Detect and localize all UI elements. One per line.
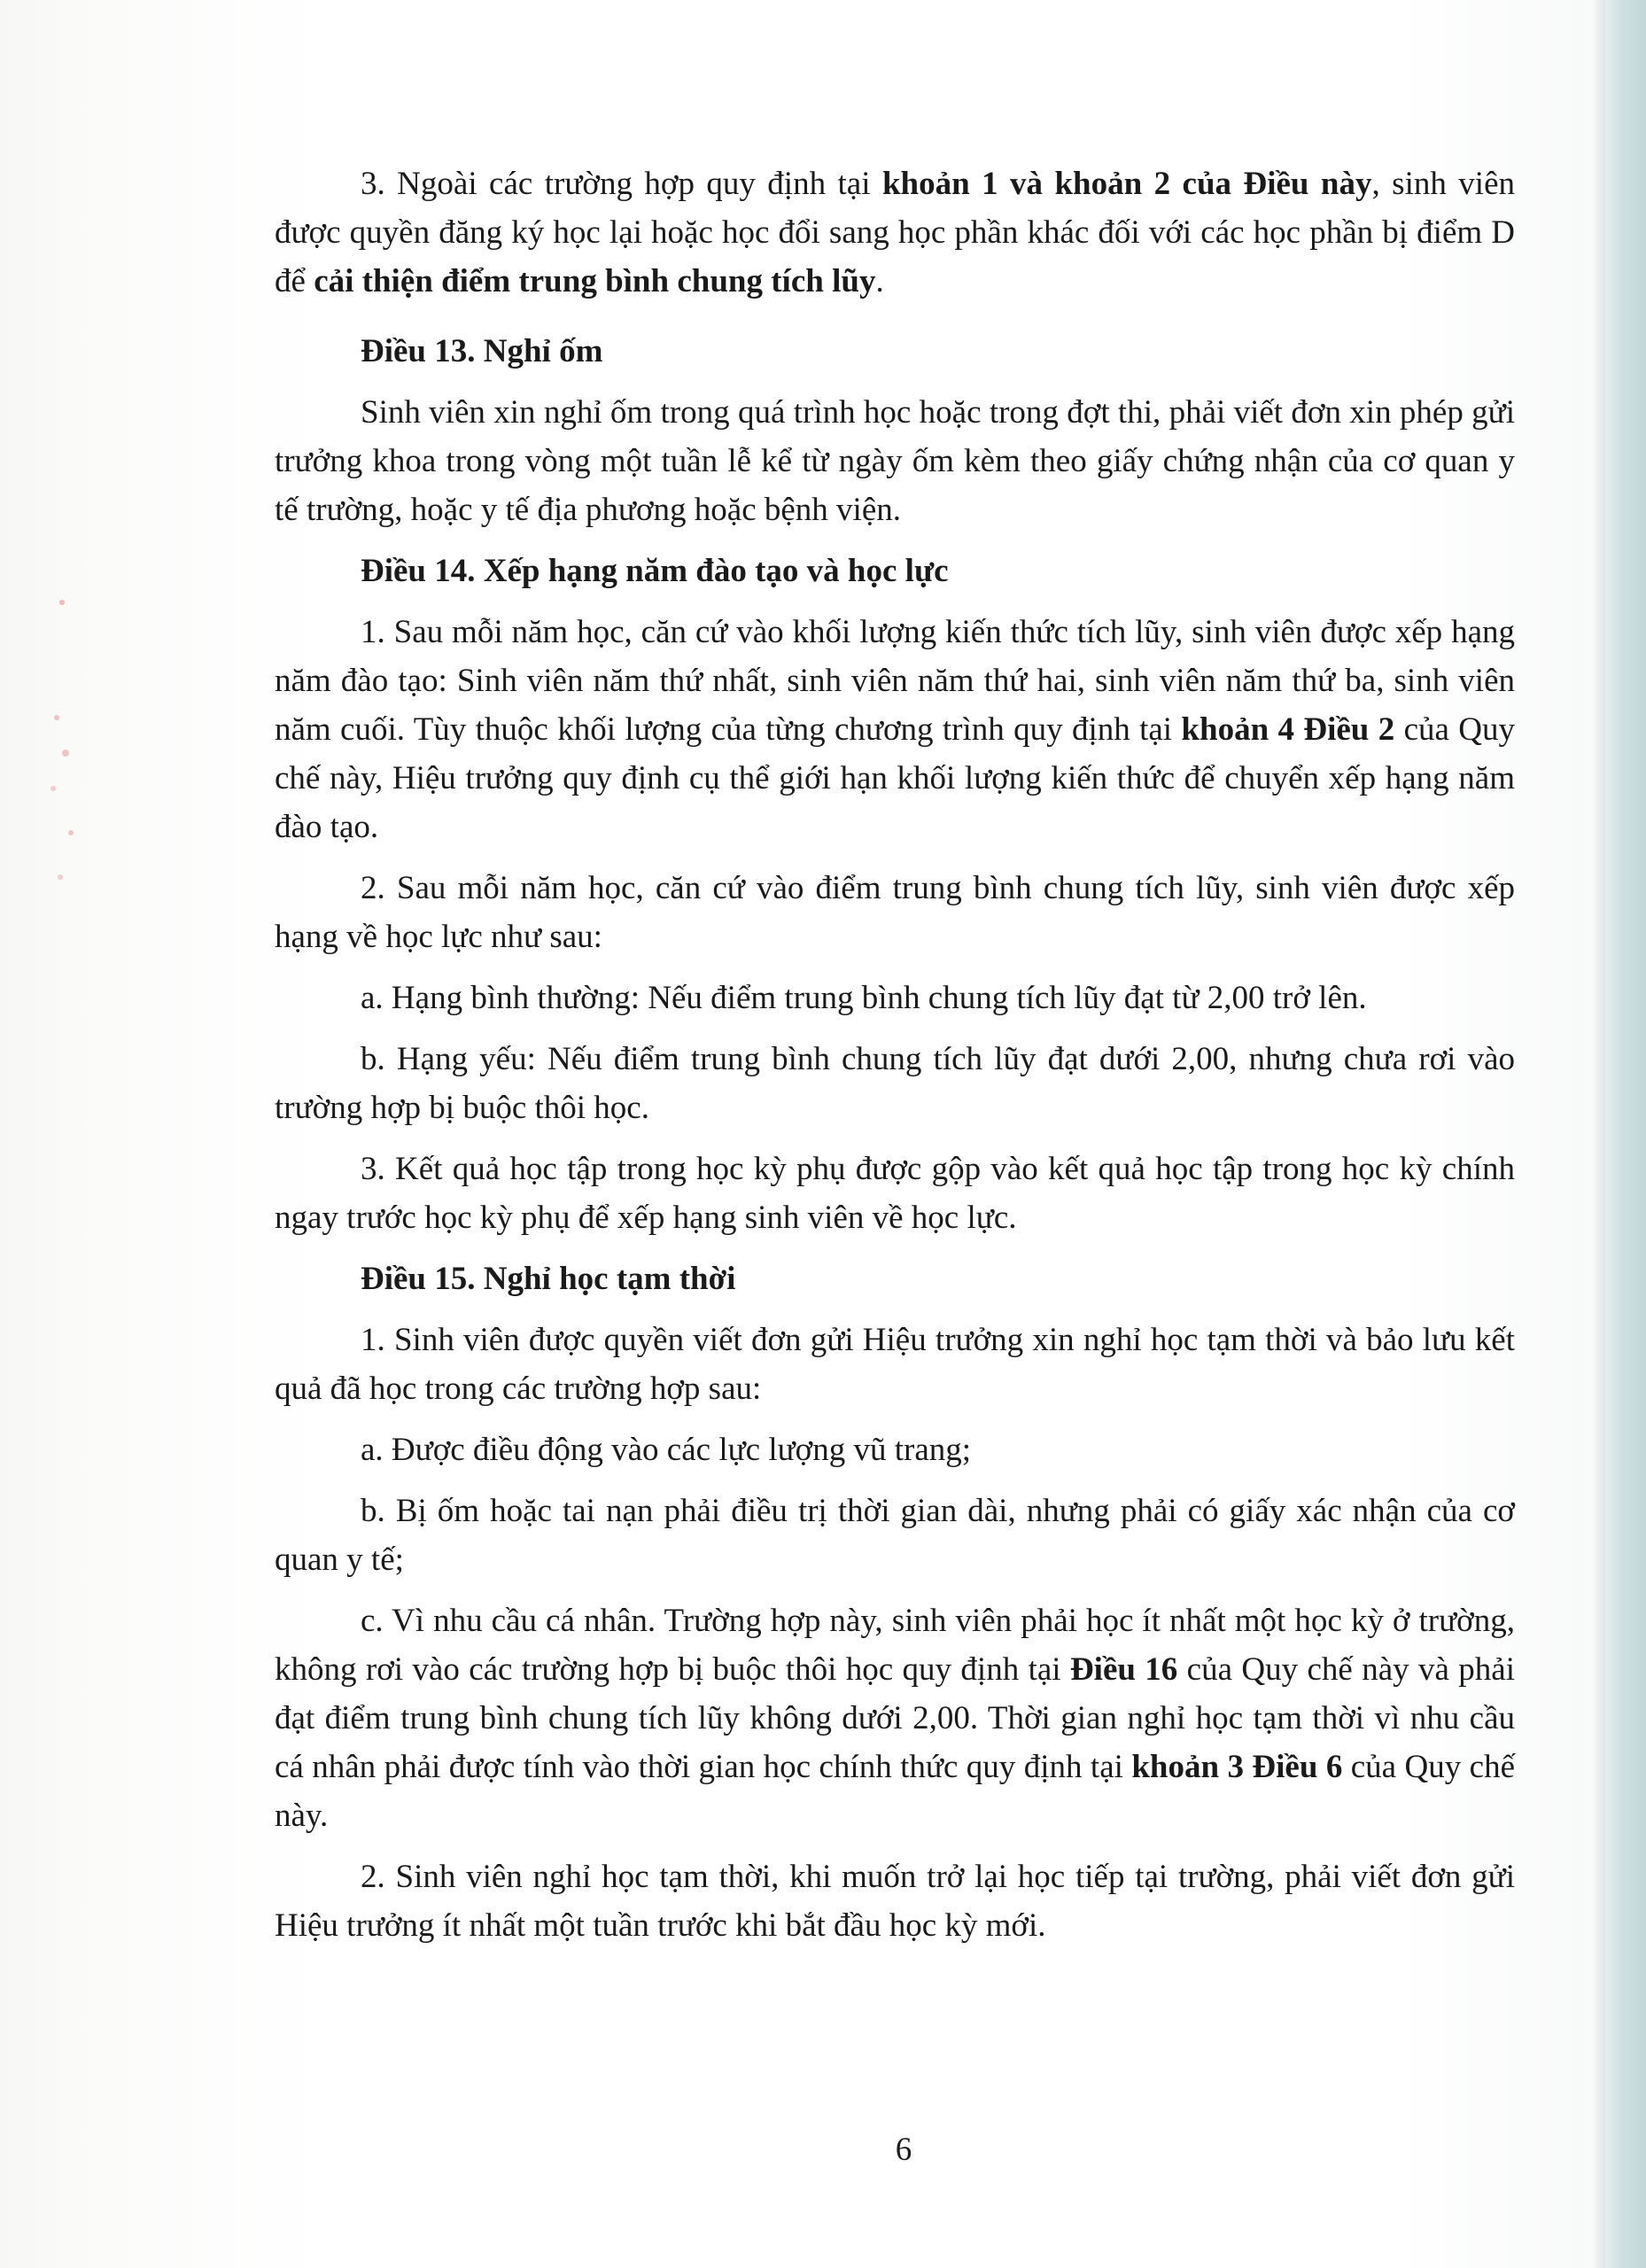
paragraph-article14-item-a: a. Hạng bình thường: Nếu điểm trung bình chung tích lũy đạt từ 2,00 trở lên. xyxy=(361,980,1367,1016)
bold-text-run: khoản 1 và khoản 2 của Điều này xyxy=(881,166,1372,202)
paragraph-article14-clause3: 3. Kết quả học tập trong học kỳ phụ được gộp vào kết quả học tập trong học kỳ chính ngay trước học kỳ phụ để xếp hạng sinh viên về học lực. xyxy=(275,1151,1515,1236)
heading-article-13: Điều 13. Nghỉ ốm xyxy=(361,333,603,369)
text-run: , sinh viên được quyền đăng ký học lại hoặc học đổi sang học phần khác đối với các học phần bị điểm D để xyxy=(275,166,1515,299)
bold-text-run: Điều 16 xyxy=(1069,1651,1178,1688)
text-run: 1. Sau mỗi năm học, căn cứ vào khối lượng kiến thức tích lũy, sinh viên được xếp hạng năm đào tạo: Sinh viên năm thứ nhất, sinh viên năm thứ hai, sinh viên năm thứ ba, sinh viên năm cuối. Tùy thuộc khối lượng của từng chương trình quy định tại xyxy=(275,614,1515,748)
paragraph-article15-item-a: a. Được điều động vào các lực lượng vũ trang; xyxy=(361,1432,972,1468)
text-run: của Quy chế này và phải đạt điểm trung bình chung tích lũy không dưới 2,00. Thời gian nghỉ học tạm thời vì nhu cầu cá nhân phải được tính vào thời gian học chính thức quy định tại xyxy=(275,1651,1516,1785)
text-run: của Quy chế này. xyxy=(275,1749,1515,1834)
paragraph-article14-clause1 xyxy=(275,608,1515,851)
bold-text-run: cải thiện điểm trung bình chung tích lũy xyxy=(314,263,876,299)
heading-article-15: Điều 15. Nghỉ học tạm thời xyxy=(361,1261,736,1297)
paragraph-article13-body: Sinh viên xin nghỉ ốm trong quá trình học hoặc trong đợt thi, phải viết đơn xin phép gửi trưởng khoa trong vòng một tuần lễ kể từ ngày ốm kèm theo giấy chứng nhận của cơ quan y tế trường, hoặc y tế địa phương hoặc bệnh viện. xyxy=(275,394,1515,528)
paragraph-article15-clause2: 2. Sinh viên nghỉ học tạm thời, khi muốn trở lại học tiếp tại trường, phải viết đơn gửi Hiệu trưởng ít nhất một tuần trước khi bắt đầu học kỳ mới. xyxy=(275,1859,1515,1944)
text-run: 3. Ngoài các trường hợp quy định tại xyxy=(361,166,882,202)
heading-article-14: Điều 14. Xếp hạng năm đào tạo và học lực xyxy=(361,553,949,589)
text-run: c. Vì nhu cầu cá nhân. Trường hợp này, sinh viên phải học ít nhất một học kỳ ở trường, không rơi vào các trường hợp bị buộc thôi học quy định tại xyxy=(275,1603,1515,1688)
paragraph-article14-item-b: b. Hạng yếu: Nếu điểm trung bình chung tích lũy đạt dưới 2,00, nhưng chưa rơi vào trường hợp bị buộc thôi học. xyxy=(275,1041,1515,1126)
text-run: . xyxy=(875,263,884,299)
bold-text-run: khoản 3 Điều 6 xyxy=(1131,1749,1343,1785)
paragraph-article14-clause2: 2. Sau mỗi năm học, căn cứ vào điểm trung bình chung tích lũy, sinh viên được xếp hạng về học lực như sau: xyxy=(275,870,1515,955)
page-number: 6 xyxy=(895,2132,912,2168)
text-run: của Quy chế này, Hiệu trưởng quy định cụ thể giới hạn khối lượng kiến thức để chuyển xếp hạng năm đào tạo. xyxy=(275,711,1515,845)
document-body xyxy=(275,159,1515,1962)
page-edge-shadow xyxy=(1593,0,1605,2268)
paragraph-article15-item-c xyxy=(275,1596,1515,1840)
paragraph-article15-clause1: 1. Sinh viên được quyền viết đơn gửi Hiệu trưởng xin nghỉ học tạm thời và bảo lưu kết quả đã học trong các trường hợp sau: xyxy=(275,1322,1515,1407)
paragraph-article12-clause3 xyxy=(275,159,1515,306)
bold-text-run: khoản 4 Điều 2 xyxy=(1181,711,1395,748)
page-edge-strip xyxy=(1605,0,1646,2268)
faint-stamp-mark xyxy=(35,567,89,939)
paragraph-article15-item-b: b. Bị ốm hoặc tai nạn phải điều trị thời gian dài, nhưng phải có giấy xác nhận của cơ quan y tế; xyxy=(275,1493,1515,1578)
